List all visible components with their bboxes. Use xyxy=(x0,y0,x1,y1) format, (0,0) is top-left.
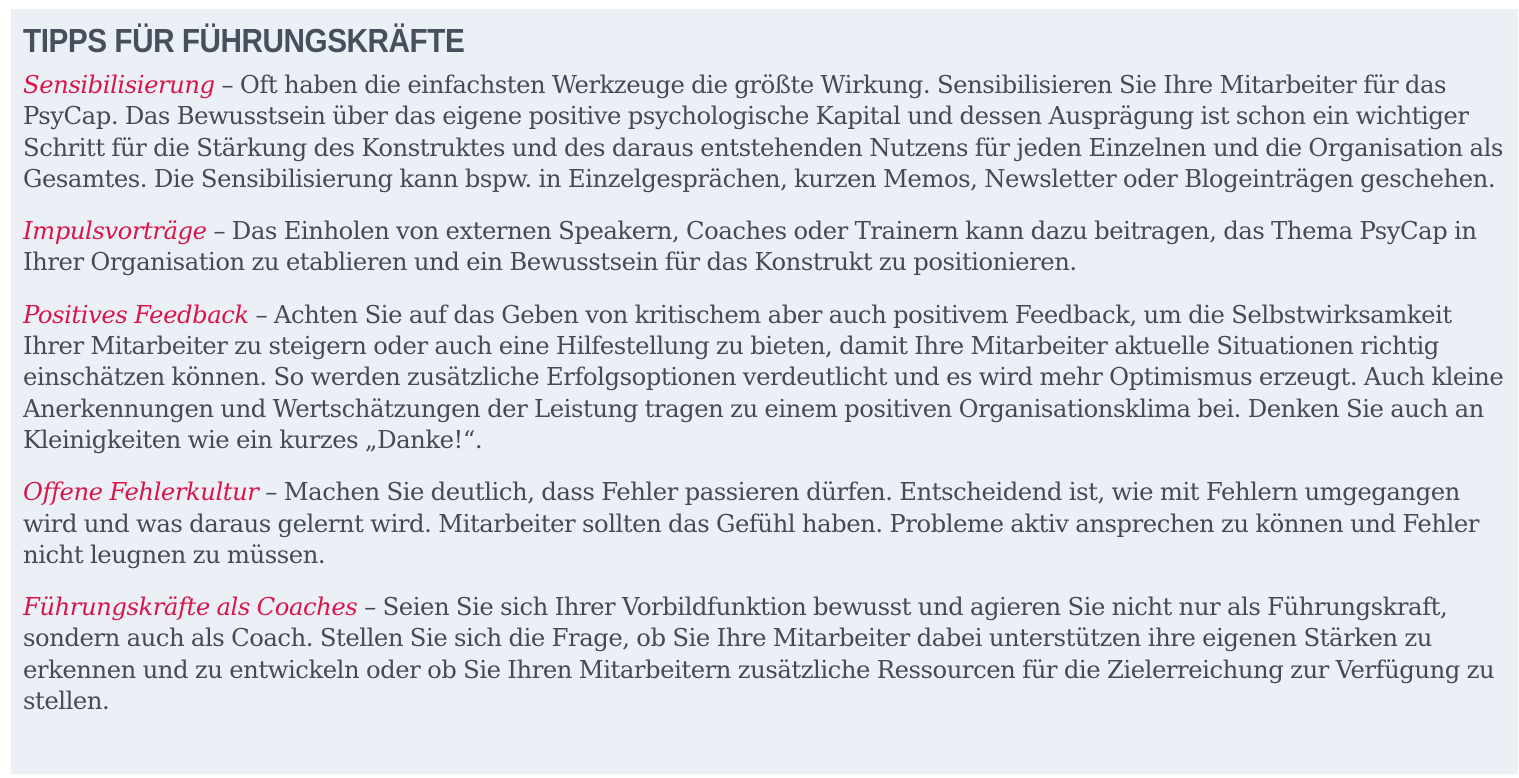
tip-term: Führungskräfte als Coaches xyxy=(23,592,358,622)
tip-positives-feedback xyxy=(23,299,1506,455)
page-title: TIPPS FÜR FÜHRUNGSKRÄFTE xyxy=(23,22,465,59)
tip-text: – Das Einholen von externen Speakern, Coaches oder Trainern kann dazu beitragen, das Thema PsyCap in Ihrer Organisation zu etablieren und ein Bewusstsein für das Konstrukt zu positionieren. xyxy=(23,216,1477,277)
tip-term: Offene Fehlerkultur xyxy=(23,477,259,507)
tip-text: – Achten Sie auf das Geben von kritischem aber auch positivem Feedback, um die Selbstwirksamkeit Ihrer Mitarbeiter zu steigern oder auch eine Hilfestellung zu bieten, damit Ihre Mitarbeiter aktuelle Situationen richtig einschätzen können. So werden zusätzliche Erfolgsoptionen verdeutlicht und es wird mehr Optimismus erzeugt. Auch kleine Anerkennungen und Wertschätzungen der Leistung tragen zu einem positiven Organisationsklima bei. Denken Sie auch an Kleinigkeiten wie ein kurzes „Danke!“. xyxy=(23,299,1504,454)
tip-text: – Machen Sie deutlich, dass Fehler passieren dürfen. Entscheidend ist, wie mit Fehlern umgegangen wird und was daraus gelernt wird. Mitarbeiter sollten das Gefühl haben. Probleme aktiv ansprechen zu können und Fehler nicht leugnen zu müssen. xyxy=(23,477,1479,569)
tips-box xyxy=(11,9,1518,774)
tip-fuehrungskraefte-als-coaches xyxy=(23,591,1506,716)
tip-text: – Oft haben die einfachsten Werkzeuge die größte Wirkung. Sensibilisieren Sie Ihre Mitarbeiter für das PsyCap. Das Bewusstsein über das eigene positive psychologische Kapital und dessen Ausprägung ist schon ein wichtiger Schritt für die Stärkung des Konstruktes und des daraus entstehenden Nutzens für jeden Einzelnen und die Organisation als Gesamtes. Die Sensibilisierung kann bspw. in Einzelgesprächen, kurzen Memos, Newsletter oder Blogeinträgen geschehen. xyxy=(23,70,1503,193)
tip-offene-fehlerkultur xyxy=(23,476,1506,570)
tip-sensibilisierung xyxy=(23,69,1506,194)
tip-term: Positives Feedback xyxy=(23,299,249,329)
tip-impulsvortraege xyxy=(23,215,1506,278)
tip-term: Sensibilisierung xyxy=(23,70,215,99)
tip-text: – Seien Sie sich Ihrer Vorbildfunktion bewusst und agieren Sie nicht nur als Führungskraft, sondern auch als Coach. Stellen Sie sich die Frage, ob Sie Ihre Mitarbeiter dabei unterstützen ihre eigenen Stärken zu erkennen und zu entwickeln oder ob Sie Ihren Mitarbeitern zusätzliche Ressourcen für die Zielerreichung zur Verfügung zu stellen. xyxy=(23,592,1495,716)
tip-term: Impulsvorträge xyxy=(23,216,207,246)
